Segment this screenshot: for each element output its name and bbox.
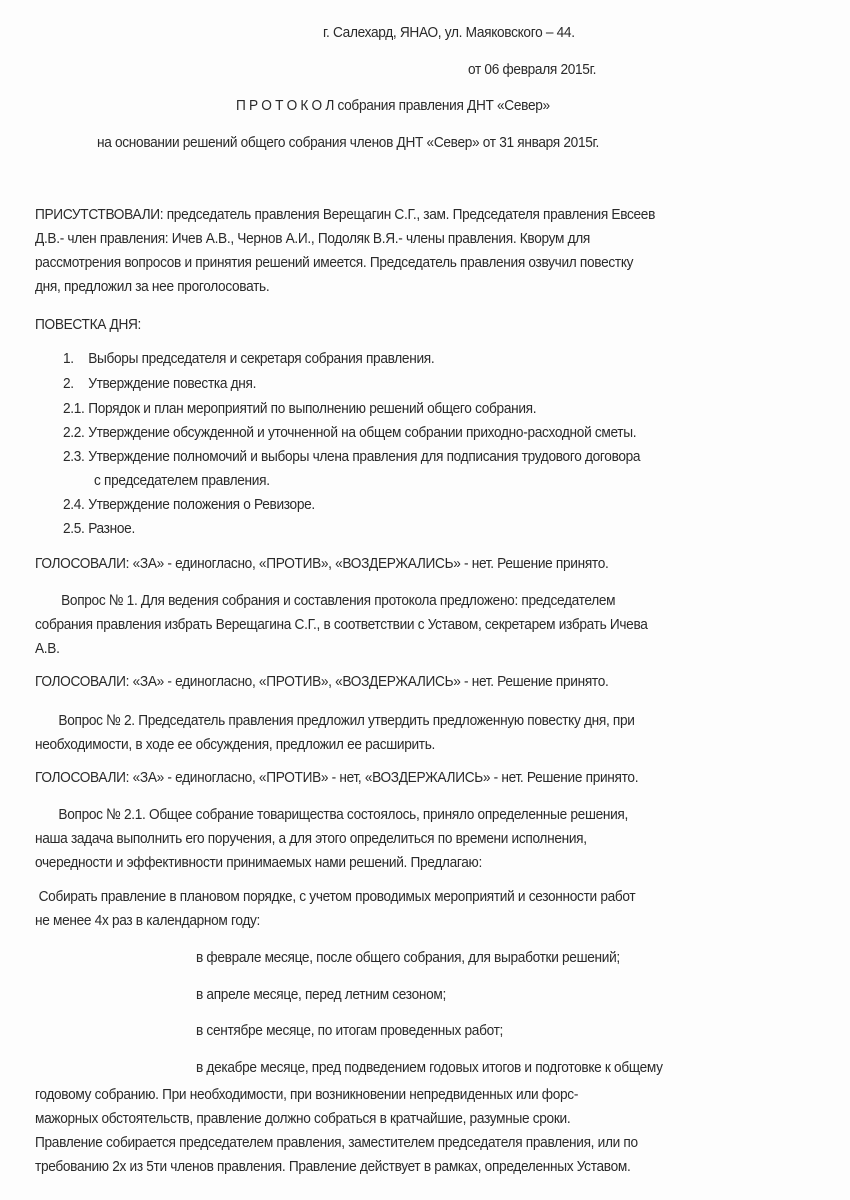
- question-2-paragraph: [35, 709, 815, 757]
- agenda-item-text: Порядок и план мероприятий по выполнению решений общего собрания.: [88, 400, 537, 417]
- document-title: [236, 97, 550, 114]
- schedule-april: в апреле месяце, перед летним сезоном;: [196, 986, 446, 1003]
- agenda-item-number: 2.4.: [63, 496, 85, 513]
- schedule-intro-line: не менее 4х раз в календарном году:: [35, 912, 261, 929]
- agenda-item-number: 2.: [63, 375, 74, 392]
- schedule-intro-paragraph: [35, 885, 815, 933]
- agenda-item-text: Утверждение обсужденной и уточненной на общем собрании приходно-расходной сметы.: [88, 424, 637, 441]
- question-line: А.В.: [35, 640, 60, 657]
- closing-line: годовому собранию. При необходимости, при возникновении непредвиденных или форс-: [35, 1086, 579, 1103]
- attendance-line: ПРИСУТСТВОВАЛИ: председатель правления Верещагин С.Г., зам. Председателя правления Евсеев: [35, 206, 656, 223]
- agenda-item: [63, 375, 256, 392]
- title-spaced: П Р О Т О К О Л: [236, 97, 334, 114]
- closing-line: Правление собирается председателем правления, заместителем председателя правления, или по: [35, 1134, 638, 1151]
- question-2-1-paragraph: [35, 803, 815, 875]
- attendance-line: дня, предложил за нее проголосовать.: [35, 278, 270, 295]
- title-rest: собрания правления ДНТ «Север»: [337, 97, 550, 114]
- question-line: Вопрос № 1. Для ведения собрания и составления протокола предложено: председателем: [61, 592, 616, 609]
- agenda-item-text: Утверждение положения о Ревизоре.: [88, 496, 315, 513]
- agenda-heading: ПОВЕСТКА ДНЯ:: [35, 316, 142, 333]
- agenda-item: [63, 448, 640, 465]
- attendance-line: рассмотрения вопросов и принятия решений имеется. Председатель правления озвучил повестку: [35, 254, 634, 271]
- schedule-december: в декабре месяце, пред подведением годовых итогов и подготовке к общему: [196, 1059, 663, 1076]
- question-line: очередности и эффективности принимаемых нами решений. Предлагаю:: [35, 854, 482, 871]
- agenda-item-number: 2.1.: [63, 400, 85, 417]
- schedule-intro-line: Собирать правление в плановом порядке, с учетом проводимых мероприятий и сезонности работ: [38, 888, 636, 905]
- agenda-item-text: Утверждение полномочий и выборы члена правления для подписания трудового договора: [88, 448, 641, 465]
- question-line: Вопрос № 2.1. Общее собрание товарищества состоялось, приняло определенные решения,: [58, 806, 629, 823]
- vote-result: ГОЛОСОВАЛИ: «ЗА» - единогласно, «ПРОТИВ» - нет, «ВОЗДЕРЖАЛИСЬ» - нет. Решение принято.: [35, 769, 639, 786]
- agenda-item: [63, 520, 135, 537]
- closing-line: требованию 2х из 5ти членов правления. Правление действует в рамках, определенных Уставом.: [35, 1158, 631, 1175]
- question-line: Вопрос № 2. Председатель правления предложил утвердить предложенную повестку дня, при: [58, 712, 635, 729]
- agenda-item-number: 1.: [63, 350, 74, 367]
- schedule-september: в сентябре месяце, по итогам проведенных работ;: [196, 1022, 504, 1039]
- question-line: наша задача выполнить его поручения, а для этого определиться по времени исполнения,: [35, 830, 587, 847]
- agenda-item-text: Утверждение повестка дня.: [88, 375, 257, 392]
- schedule-february: в феврале месяце, после общего собрания, для выработки решений;: [196, 949, 620, 966]
- attendance-paragraph: [35, 203, 815, 299]
- agenda-item-continuation: с председателем правления.: [94, 472, 270, 489]
- attendance-line: Д.В.- член правления: Ичев А.В., Чернов А.И., Подоляк В.Я.- члены правления. Кворум для: [35, 230, 590, 247]
- question-line: необходимости, в ходе ее обсуждения, предложил ее расширить.: [35, 736, 436, 753]
- agenda-item: [63, 496, 315, 513]
- agenda-item: [63, 350, 434, 367]
- vote-result: ГОЛОСОВАЛИ: «ЗА» - единогласно, «ПРОТИВ», «ВОЗДЕРЖАЛИСЬ» - нет. Решение принято.: [35, 673, 609, 690]
- agenda-item-text: Выборы председателя и секретаря собрания правления.: [88, 350, 435, 367]
- agenda-item-number: 2.5.: [63, 520, 85, 537]
- vote-result: ГОЛОСОВАЛИ: «ЗА» - единогласно, «ПРОТИВ», «ВОЗДЕРЖАЛИСЬ» - нет. Решение принято.: [35, 555, 609, 572]
- closing-line: мажорных обстоятельств, правление должно собраться в кратчайшие, разумные сроки.: [35, 1110, 571, 1127]
- agenda-item-text: Разное.: [88, 520, 135, 537]
- agenda-item-number: 2.2.: [63, 424, 85, 441]
- question-line: собрания правления избрать Верещагина С.Г., в соответствии с Уставом, секретарем избрать Ичева: [35, 616, 648, 633]
- address-line: г. Салехард, ЯНАО, ул. Маяковского – 44.: [323, 24, 575, 41]
- agenda-item-number: 2.3.: [63, 448, 85, 465]
- document-basis: на основании решений общего собрания членов ДНТ «Север» от 31 января 2015г.: [97, 134, 600, 151]
- document-date: от 06 февраля 2015г.: [468, 61, 597, 78]
- closing-paragraph: [35, 1083, 815, 1179]
- agenda-item: [63, 424, 636, 441]
- agenda-item: [63, 400, 536, 417]
- question-1-paragraph: [35, 589, 815, 661]
